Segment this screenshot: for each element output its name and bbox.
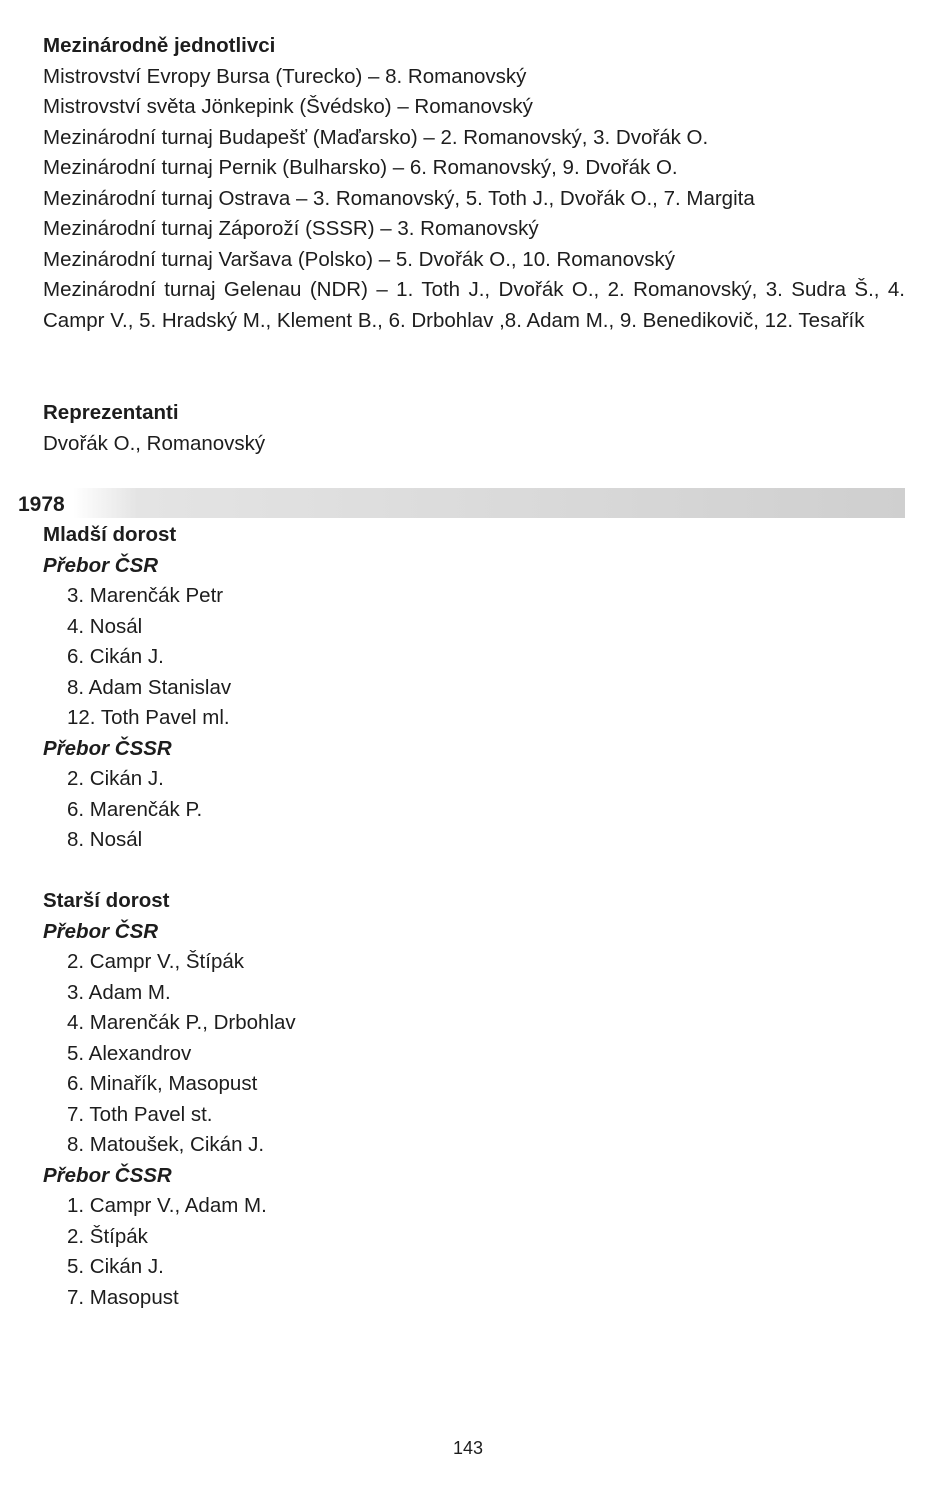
younger-section bbox=[43, 520, 905, 856]
younger-cssr-heading: Přebor ČSSR bbox=[43, 736, 172, 760]
younger-csr-item: 8. Adam Stanislav bbox=[67, 675, 232, 699]
international-line: Mistrovství Evropy Bursa (Turecko) – 8. Romanovský bbox=[43, 64, 527, 88]
younger-csr-heading: Přebor ČSR bbox=[43, 553, 159, 577]
older-heading: Starší dorost bbox=[43, 889, 170, 912]
younger-csr-item: 6. Cikán J. bbox=[67, 645, 164, 668]
older-csr-item: 5. Alexandrov bbox=[67, 1041, 192, 1065]
younger-csr-item: 12. Toth Pavel ml. bbox=[67, 706, 230, 729]
older-section bbox=[43, 886, 905, 1313]
representatives-section bbox=[43, 398, 905, 459]
older-cssr-item: 2. Štípák bbox=[67, 1224, 148, 1248]
international-line: Mezinárodní turnaj Varšava (Polsko) – 5. Dvořák O., 10. Romanovský bbox=[43, 247, 675, 271]
international-line: Mezinárodní turnaj Ostrava – 3. Romanovský, 5. Toth J., Dvořák O., 7. Margita bbox=[43, 186, 755, 210]
younger-heading: Mladší dorost bbox=[43, 523, 177, 546]
international-heading: Mezinárodně jednotlivci bbox=[43, 34, 276, 57]
international-gelenau: Mezinárodní turnaj Gelenau (NDR) – 1. Toth J., Dvořák O., 2. Romanovský, 3. Sudra Š., 4. Campr V., 5. Hradský M., Klement B., 6. Drbohlav ,8. Adam M., 9. Benedikovič, 12. Tesařík bbox=[43, 278, 905, 332]
older-cssr-heading: Přebor ČSSR bbox=[43, 1163, 172, 1187]
international-line: Mezinárodní turnaj Pernik (Bulharsko) – 6. Romanovský, 9. Dvořák O. bbox=[43, 156, 678, 179]
younger-cssr-item: 2. Cikán J. bbox=[67, 767, 164, 790]
older-csr-item: 3. Adam M. bbox=[67, 980, 171, 1004]
older-cssr-item: 7. Masopust bbox=[67, 1285, 179, 1309]
international-line: Mistrovství světa Jönkepink (Švédsko) – Romanovský bbox=[43, 95, 533, 118]
older-csr-item: 4. Marenčák P., Drbohlav bbox=[67, 1011, 296, 1034]
older-cssr-item: 5. Cikán J. bbox=[67, 1255, 164, 1278]
younger-csr-item: 3. Marenčák Petr bbox=[67, 584, 224, 607]
international-line: Mezinárodní turnaj Budapešť (Maďarsko) – 2. Romanovský, 3. Dvořák O. bbox=[43, 125, 709, 149]
older-csr-heading: Přebor ČSR bbox=[43, 919, 159, 943]
younger-cssr-item: 8. Nosál bbox=[67, 828, 143, 851]
year-heading: 1978 bbox=[18, 493, 65, 516]
older-csr-item: 7. Toth Pavel st. bbox=[67, 1102, 213, 1126]
older-csr-item: 8. Matoušek, Cikán J. bbox=[67, 1133, 265, 1156]
representatives-text: Dvořák O., Romanovský bbox=[43, 431, 266, 455]
year-bar bbox=[18, 488, 905, 518]
older-cssr-item: 1. Campr V., Adam M. bbox=[67, 1194, 267, 1217]
older-csr-item: 6. Minařík, Masopust bbox=[67, 1072, 258, 1095]
younger-cssr-item: 6. Marenčák P. bbox=[67, 797, 203, 821]
younger-csr-item: 4. Nosál bbox=[67, 614, 143, 638]
international-line: Mezinárodní turnaj Záporoží (SSSR) – 3. Romanovský bbox=[43, 217, 539, 240]
older-csr-item: 2. Campr V., Štípák bbox=[67, 950, 244, 973]
international-section bbox=[43, 31, 905, 336]
page-number: 143 bbox=[452, 1438, 484, 1458]
representatives-heading: Reprezentanti bbox=[43, 401, 179, 424]
